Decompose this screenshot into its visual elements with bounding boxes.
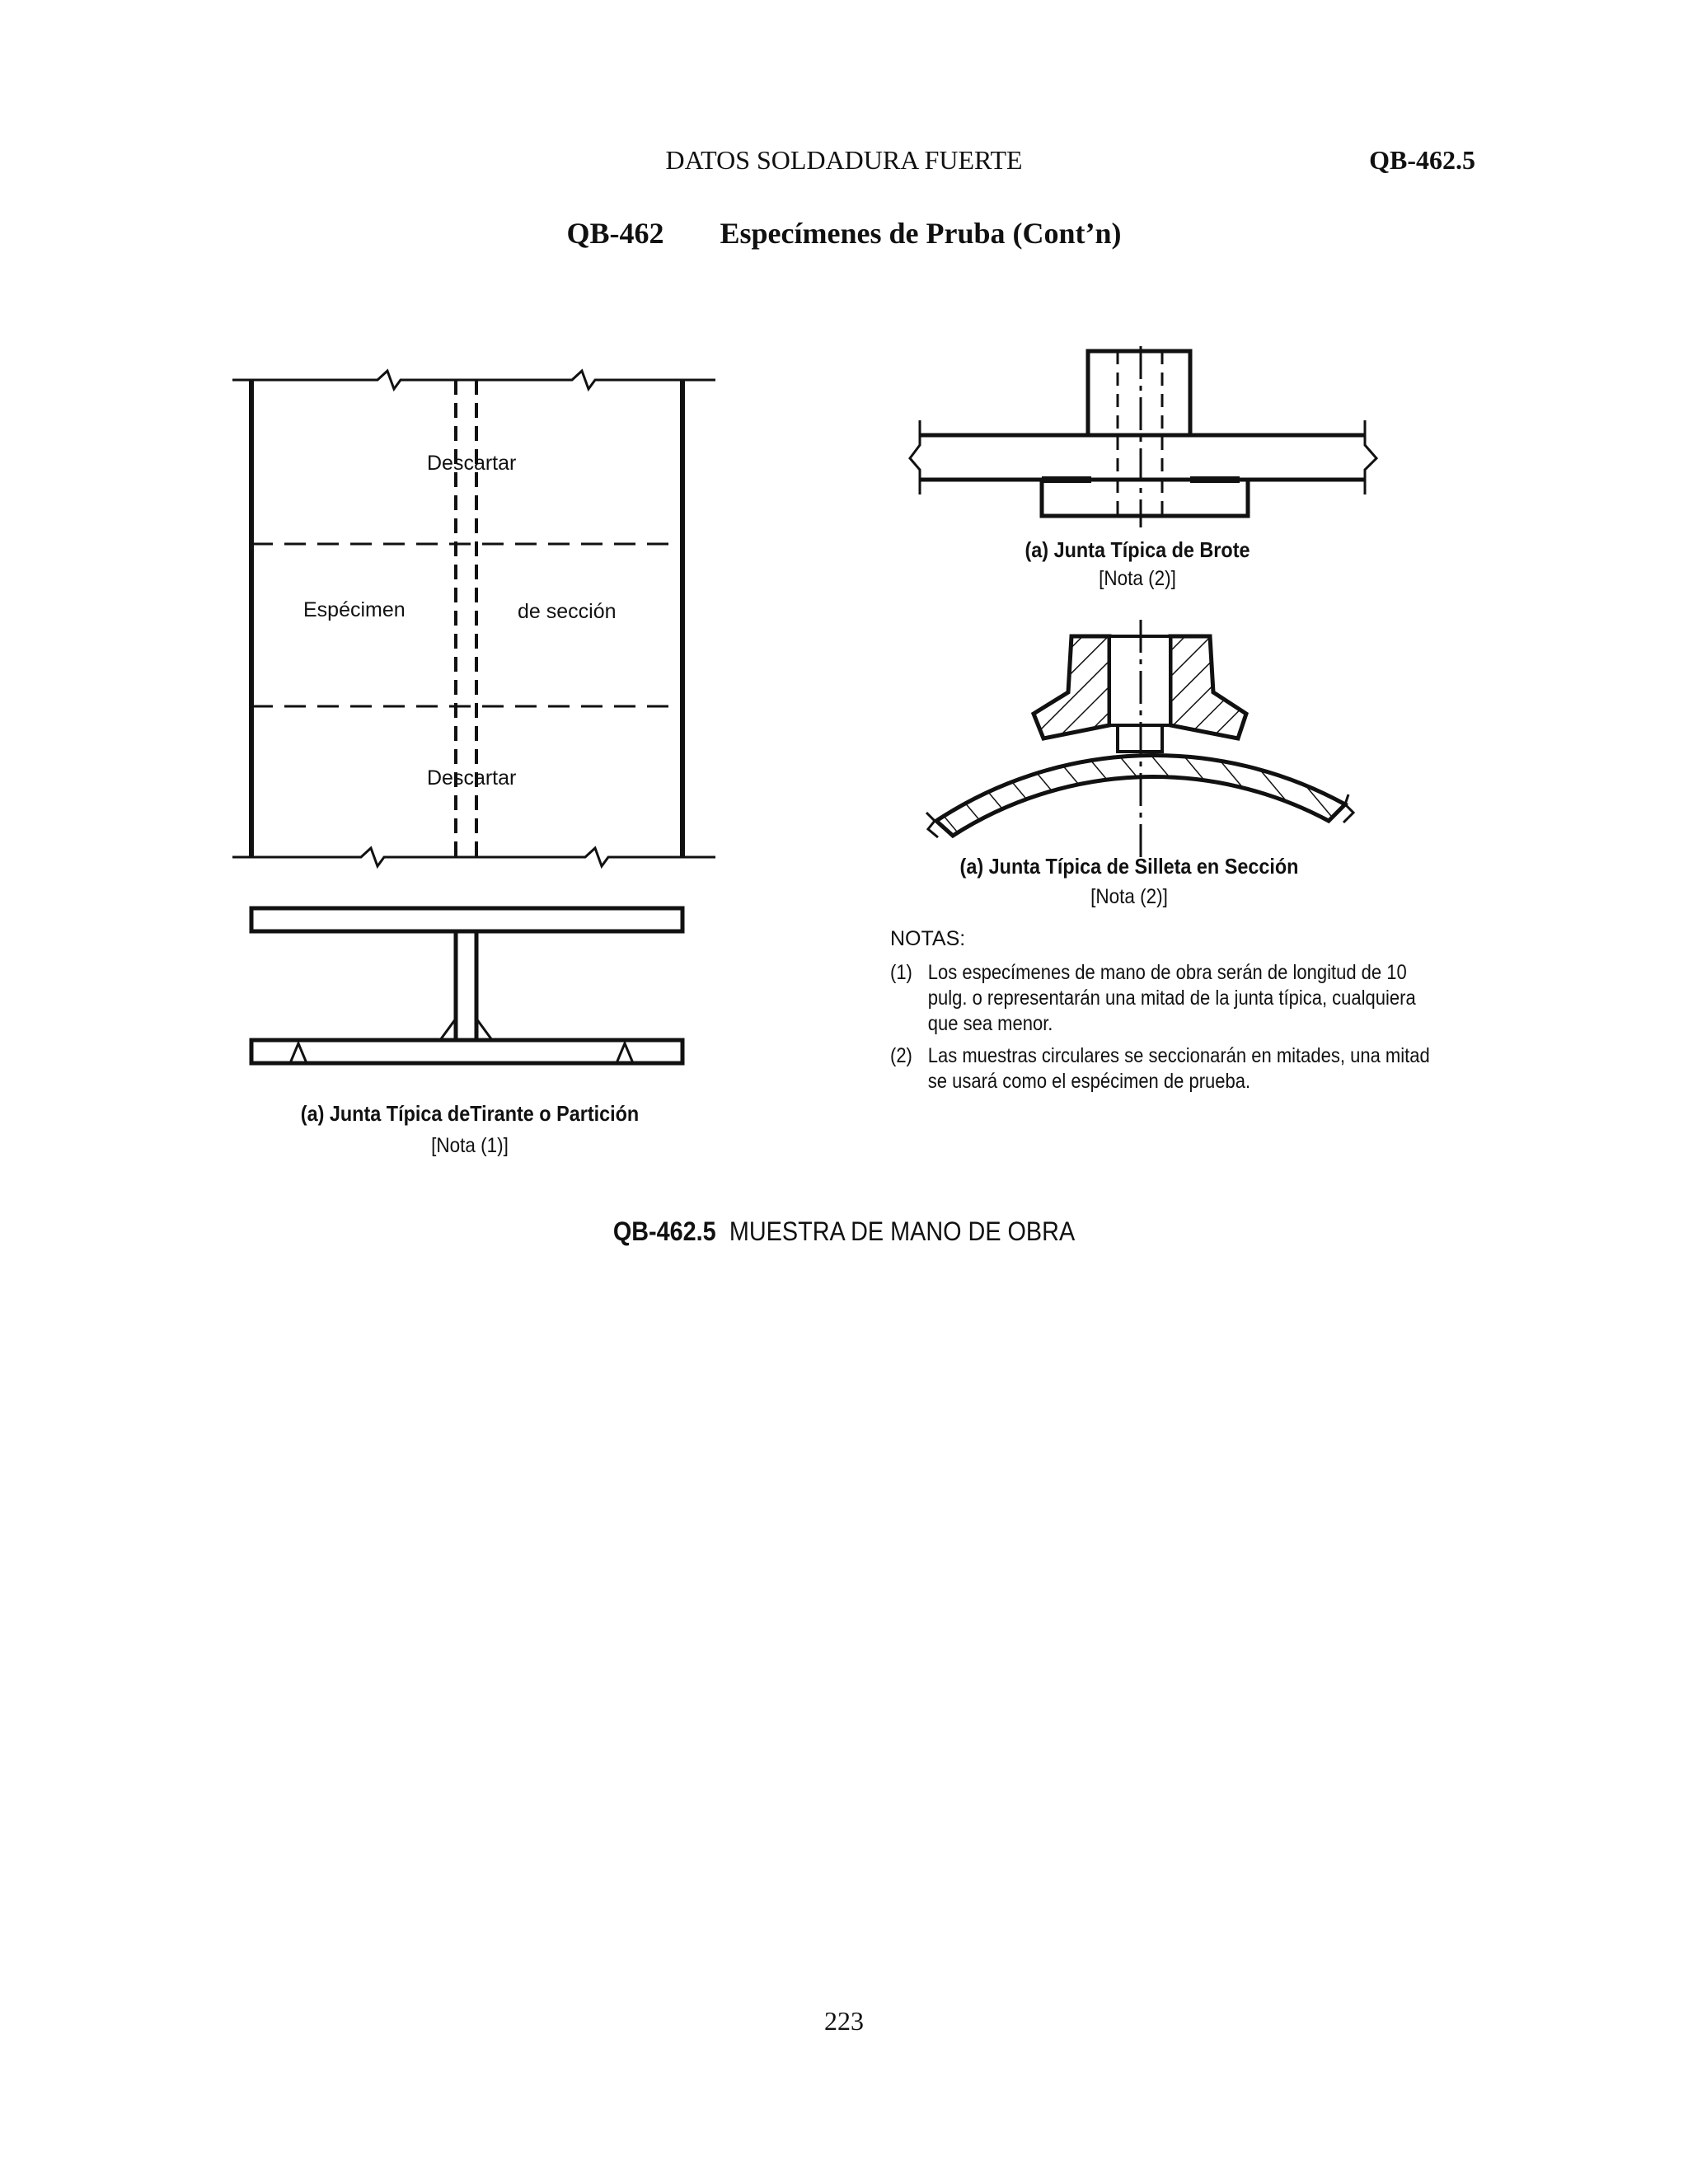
note-ref-saddle-joint: [Nota (2)] <box>1090 885 1168 908</box>
fillet-right <box>476 1019 492 1040</box>
note-text: Los especímenes de mano de obra serán de longitud de 10 pulg. o representarán una mitad de la junta típica, cualquiera que sea menor. <box>927 961 1416 1035</box>
top-break-line <box>232 371 715 389</box>
note-text: Las muestras circulares se seccionarán en mitades, una mitad se usará como el espécimen de prueba. <box>927 1044 1430 1093</box>
saddle-joint-drawing <box>926 620 1353 857</box>
note-item <box>890 1043 1434 1094</box>
plate-left-break <box>910 420 920 494</box>
label-specimen: Espécimen <box>303 598 406 621</box>
header-section-number: QB-462.5 <box>1369 145 1475 175</box>
note-item <box>890 960 1434 1037</box>
support-weld-left <box>290 1043 307 1063</box>
label-discard-bottom: Descartar <box>427 766 517 790</box>
section-heading <box>84 1216 1603 1247</box>
saddle-right-break <box>1343 794 1353 823</box>
note-number: (2) <box>890 1044 912 1067</box>
caption-saddle-joint: (a) Junta Típica de Silleta en Sección <box>959 854 1299 879</box>
caption-boss-joint: (a) Junta Típica de Brote <box>1025 537 1250 562</box>
label-section: de sección <box>518 600 617 623</box>
section-number: QB-462.5 <box>612 1216 716 1246</box>
plate-right-break <box>1365 420 1376 494</box>
backing-weld-left <box>1042 476 1091 483</box>
bottom-break-line <box>232 848 715 866</box>
caption-tie-joint: (a) Junta Típica deTirante o Partición <box>300 1101 640 1126</box>
notes-block <box>890 926 1434 1101</box>
backing-block <box>1042 480 1248 516</box>
title-text: Especímenes de Pruba (Cont’n) <box>720 217 1122 250</box>
backing-weld-right <box>1190 476 1240 483</box>
section-text: MUESTRA DE MANO DE OBRA <box>729 1216 1076 1246</box>
label-discard-top: Descartar <box>427 452 517 475</box>
note-ref-tie-joint: [Nota (1)] <box>431 1134 509 1157</box>
saddle-nozzle-left <box>1034 636 1109 738</box>
note-number: (1) <box>890 961 912 984</box>
note-ref-boss-joint: [Nota (2)] <box>1099 567 1176 590</box>
tie-joint-section-view <box>251 908 682 1063</box>
fillet-left <box>440 1019 456 1040</box>
web <box>456 931 476 1040</box>
running-header: DATOS SOLDADURA FUERTE <box>665 145 1023 175</box>
boss-joint-drawing <box>910 346 1376 527</box>
notes-heading: NOTAS: <box>890 927 966 950</box>
page-number: 223 <box>824 2006 864 2036</box>
saddle-left-break <box>926 813 938 837</box>
saddle-nozzle-right <box>1170 636 1246 738</box>
title-number: QB-462 <box>566 217 664 250</box>
support-weld-right <box>617 1043 633 1063</box>
boss-body <box>1088 351 1190 435</box>
top-flange <box>251 908 682 931</box>
